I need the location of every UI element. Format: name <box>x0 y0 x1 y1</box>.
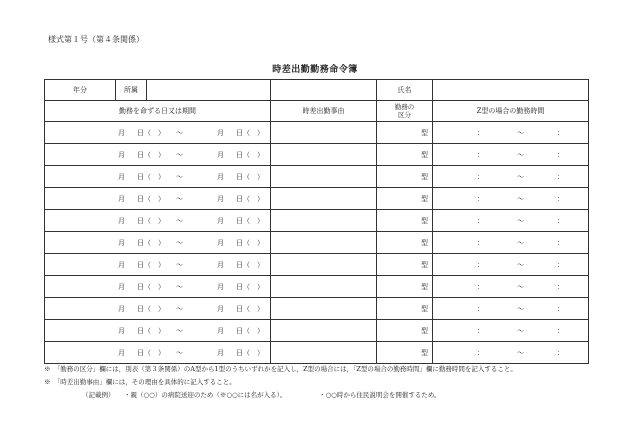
tilde: ～ <box>176 128 183 137</box>
table-row <box>45 276 589 298</box>
tilde: ～ <box>517 326 524 335</box>
reason-cell[interactable] <box>271 298 377 320</box>
end-month: 月 <box>217 348 224 357</box>
note-1: ※ 「勤務の区分」欄には，別表（第３条関係）のA型から1型のうちいずれかを記入し，Z型の場合には，「Z型の場合の勤務時間」欄に勤務時間を記入すること。 <box>44 365 517 373</box>
table-row <box>45 298 589 320</box>
type-cell[interactable]: 型 <box>377 166 433 188</box>
reason-header: 時差出勤事由 <box>271 101 377 122</box>
colon: ： <box>477 304 484 313</box>
ztype-header: Z型の場合の勤務時間 <box>433 101 589 122</box>
start-month: 月 <box>118 128 125 137</box>
ztime-cell[interactable] <box>433 320 589 342</box>
table-row <box>45 166 589 188</box>
type-cell[interactable]: 型 <box>377 276 433 298</box>
start-day: 日（ ） <box>137 348 165 357</box>
period-cell[interactable] <box>45 122 271 144</box>
ztime-cell[interactable] <box>433 232 589 254</box>
reason-cell[interactable] <box>271 320 377 342</box>
tilde: ～ <box>517 172 524 181</box>
colon: ： <box>557 348 564 357</box>
year-label: 年分 <box>73 86 87 94</box>
colon: ： <box>477 348 484 357</box>
period-cell[interactable] <box>45 166 271 188</box>
reason-cell[interactable] <box>271 254 377 276</box>
colon: ： <box>557 128 564 137</box>
start-day: 日（ ） <box>137 172 165 181</box>
end-day: 日（ ） <box>236 282 264 291</box>
end-month: 月 <box>217 260 224 269</box>
colon: ： <box>477 238 484 247</box>
reason-cell[interactable] <box>271 232 377 254</box>
tilde: ～ <box>517 150 524 159</box>
start-month: 月 <box>118 326 125 335</box>
end-day: 日（ ） <box>236 260 264 269</box>
tilde: ～ <box>517 128 524 137</box>
start-month: 月 <box>118 172 125 181</box>
dept-value[interactable] <box>271 80 377 101</box>
end-day: 日（ ） <box>236 128 264 137</box>
colon: ： <box>557 216 564 225</box>
period-cell[interactable] <box>45 320 271 342</box>
table-row <box>45 342 589 364</box>
example-item-1: ・親（○○）の病院送迎のため（※○○には名が入る）。 <box>124 391 287 399</box>
start-month: 月 <box>118 216 125 225</box>
tilde: ～ <box>176 326 183 335</box>
reason-cell[interactable] <box>271 188 377 210</box>
start-day: 日（ ） <box>137 238 165 247</box>
start-month: 月 <box>118 238 125 247</box>
type-cell[interactable]: 型 <box>377 298 433 320</box>
colon: ： <box>557 194 564 203</box>
end-day: 日（ ） <box>236 216 264 225</box>
end-day: 日（ ） <box>236 238 264 247</box>
start-day: 日（ ） <box>137 304 165 313</box>
period-cell[interactable] <box>45 298 271 320</box>
colon: ： <box>477 216 484 225</box>
example-item-2: ・○○時から住民説明会を開催するため。 <box>319 391 441 399</box>
end-month: 月 <box>217 172 224 181</box>
start-month: 月 <box>118 304 125 313</box>
tilde: ～ <box>176 282 183 291</box>
table-row <box>45 254 589 276</box>
tilde: ～ <box>176 194 183 203</box>
end-day: 日（ ） <box>236 326 264 335</box>
colon: ： <box>477 326 484 335</box>
year-dept-cell <box>45 80 271 101</box>
tilde: ～ <box>176 260 183 269</box>
start-day: 日（ ） <box>137 326 165 335</box>
period-cell[interactable] <box>45 144 271 166</box>
type-cell[interactable]: 型 <box>377 342 433 364</box>
name-label: 氏名 <box>377 80 433 101</box>
tilde: ～ <box>517 348 524 357</box>
colon: ： <box>557 238 564 247</box>
end-month: 月 <box>217 282 224 291</box>
dept-label: 所属 <box>124 86 138 94</box>
end-day: 日（ ） <box>236 150 264 159</box>
table-row <box>45 232 589 254</box>
colon: ： <box>557 260 564 269</box>
period-cell[interactable] <box>45 210 271 232</box>
name-value[interactable] <box>433 80 589 101</box>
note-2: ※ 「時差出勤事由」欄には，その理由を具体的に記入すること。 <box>44 378 236 386</box>
end-month: 月 <box>217 326 224 335</box>
colon: ： <box>477 150 484 159</box>
tilde: ～ <box>176 150 183 159</box>
start-day: 日（ ） <box>137 194 165 203</box>
notes <box>44 363 517 402</box>
ztime-cell[interactable] <box>433 188 589 210</box>
example-line <box>44 389 517 402</box>
period-header: 勤務を命ずる日又は期間 <box>45 101 271 122</box>
colon: ： <box>477 282 484 291</box>
colon: ： <box>477 260 484 269</box>
end-day: 日（ ） <box>236 348 264 357</box>
tilde: ～ <box>517 282 524 291</box>
start-day: 日（ ） <box>137 150 165 159</box>
start-month: 月 <box>118 150 125 159</box>
end-day: 日（ ） <box>236 194 264 203</box>
start-month: 月 <box>118 194 125 203</box>
type-cell[interactable]: 型 <box>377 320 433 342</box>
table-row <box>45 188 589 210</box>
tilde: ～ <box>517 260 524 269</box>
type-cell[interactable]: 型 <box>377 232 433 254</box>
colon: ： <box>557 326 564 335</box>
table-row <box>45 122 589 144</box>
start-day: 日（ ） <box>137 282 165 291</box>
type-cell[interactable]: 型 <box>377 122 433 144</box>
end-day: 日（ ） <box>236 172 264 181</box>
start-day: 日（ ） <box>137 260 165 269</box>
start-day: 日（ ） <box>137 128 165 137</box>
tilde: ～ <box>517 238 524 247</box>
ztime-cell[interactable] <box>433 342 589 364</box>
reason-cell[interactable] <box>271 342 377 364</box>
end-month: 月 <box>217 216 224 225</box>
type-cell[interactable]: 型 <box>377 254 433 276</box>
order-table <box>44 79 589 364</box>
ztime-cell[interactable] <box>433 144 589 166</box>
ztime-cell[interactable] <box>433 210 589 232</box>
table-row <box>45 320 589 342</box>
colon: ： <box>557 150 564 159</box>
end-day: 日（ ） <box>236 304 264 313</box>
start-month: 月 <box>118 348 125 357</box>
colon: ： <box>557 282 564 291</box>
colon: ： <box>557 172 564 181</box>
form-number: 様式第１号（第４条関係） <box>48 35 144 44</box>
type-cell[interactable]: 型 <box>377 210 433 232</box>
end-month: 月 <box>217 150 224 159</box>
reason-cell[interactable] <box>271 166 377 188</box>
ztime-cell[interactable] <box>433 254 589 276</box>
start-day: 日（ ） <box>137 216 165 225</box>
end-month: 月 <box>217 238 224 247</box>
table-row <box>45 210 589 232</box>
period-cell[interactable] <box>45 342 271 364</box>
reason-cell[interactable] <box>271 276 377 298</box>
tilde: ～ <box>176 238 183 247</box>
ztime-cell[interactable] <box>433 298 589 320</box>
end-month: 月 <box>217 128 224 137</box>
ztime-cell[interactable] <box>433 276 589 298</box>
tilde: ～ <box>176 172 183 181</box>
ztime-cell[interactable] <box>433 166 589 188</box>
tilde: ～ <box>517 216 524 225</box>
tilde: ～ <box>517 304 524 313</box>
type-header: 勤務の 区分 <box>377 101 433 122</box>
type-cell[interactable]: 型 <box>377 144 433 166</box>
example-label: （記載例） <box>82 391 115 399</box>
reason-cell[interactable] <box>271 144 377 166</box>
period-cell[interactable] <box>45 276 271 298</box>
page-title: 時差出勤勤務命令簿 <box>272 65 358 75</box>
end-month: 月 <box>217 194 224 203</box>
colon: ： <box>477 172 484 181</box>
colon: ： <box>477 194 484 203</box>
start-month: 月 <box>118 282 125 291</box>
table-row <box>45 144 589 166</box>
colon: ： <box>477 128 484 137</box>
start-month: 月 <box>118 260 125 269</box>
period-cell[interactable] <box>45 232 271 254</box>
end-month: 月 <box>217 304 224 313</box>
reason-cell[interactable] <box>271 210 377 232</box>
reason-cell[interactable] <box>271 122 377 144</box>
type-cell[interactable]: 型 <box>377 188 433 210</box>
period-cell[interactable] <box>45 188 271 210</box>
colon: ： <box>557 304 564 313</box>
period-cell[interactable] <box>45 254 271 276</box>
tilde: ～ <box>176 216 183 225</box>
tilde: ～ <box>176 348 183 357</box>
tilde: ～ <box>176 304 183 313</box>
tilde: ～ <box>517 194 524 203</box>
ztime-cell[interactable] <box>433 122 589 144</box>
